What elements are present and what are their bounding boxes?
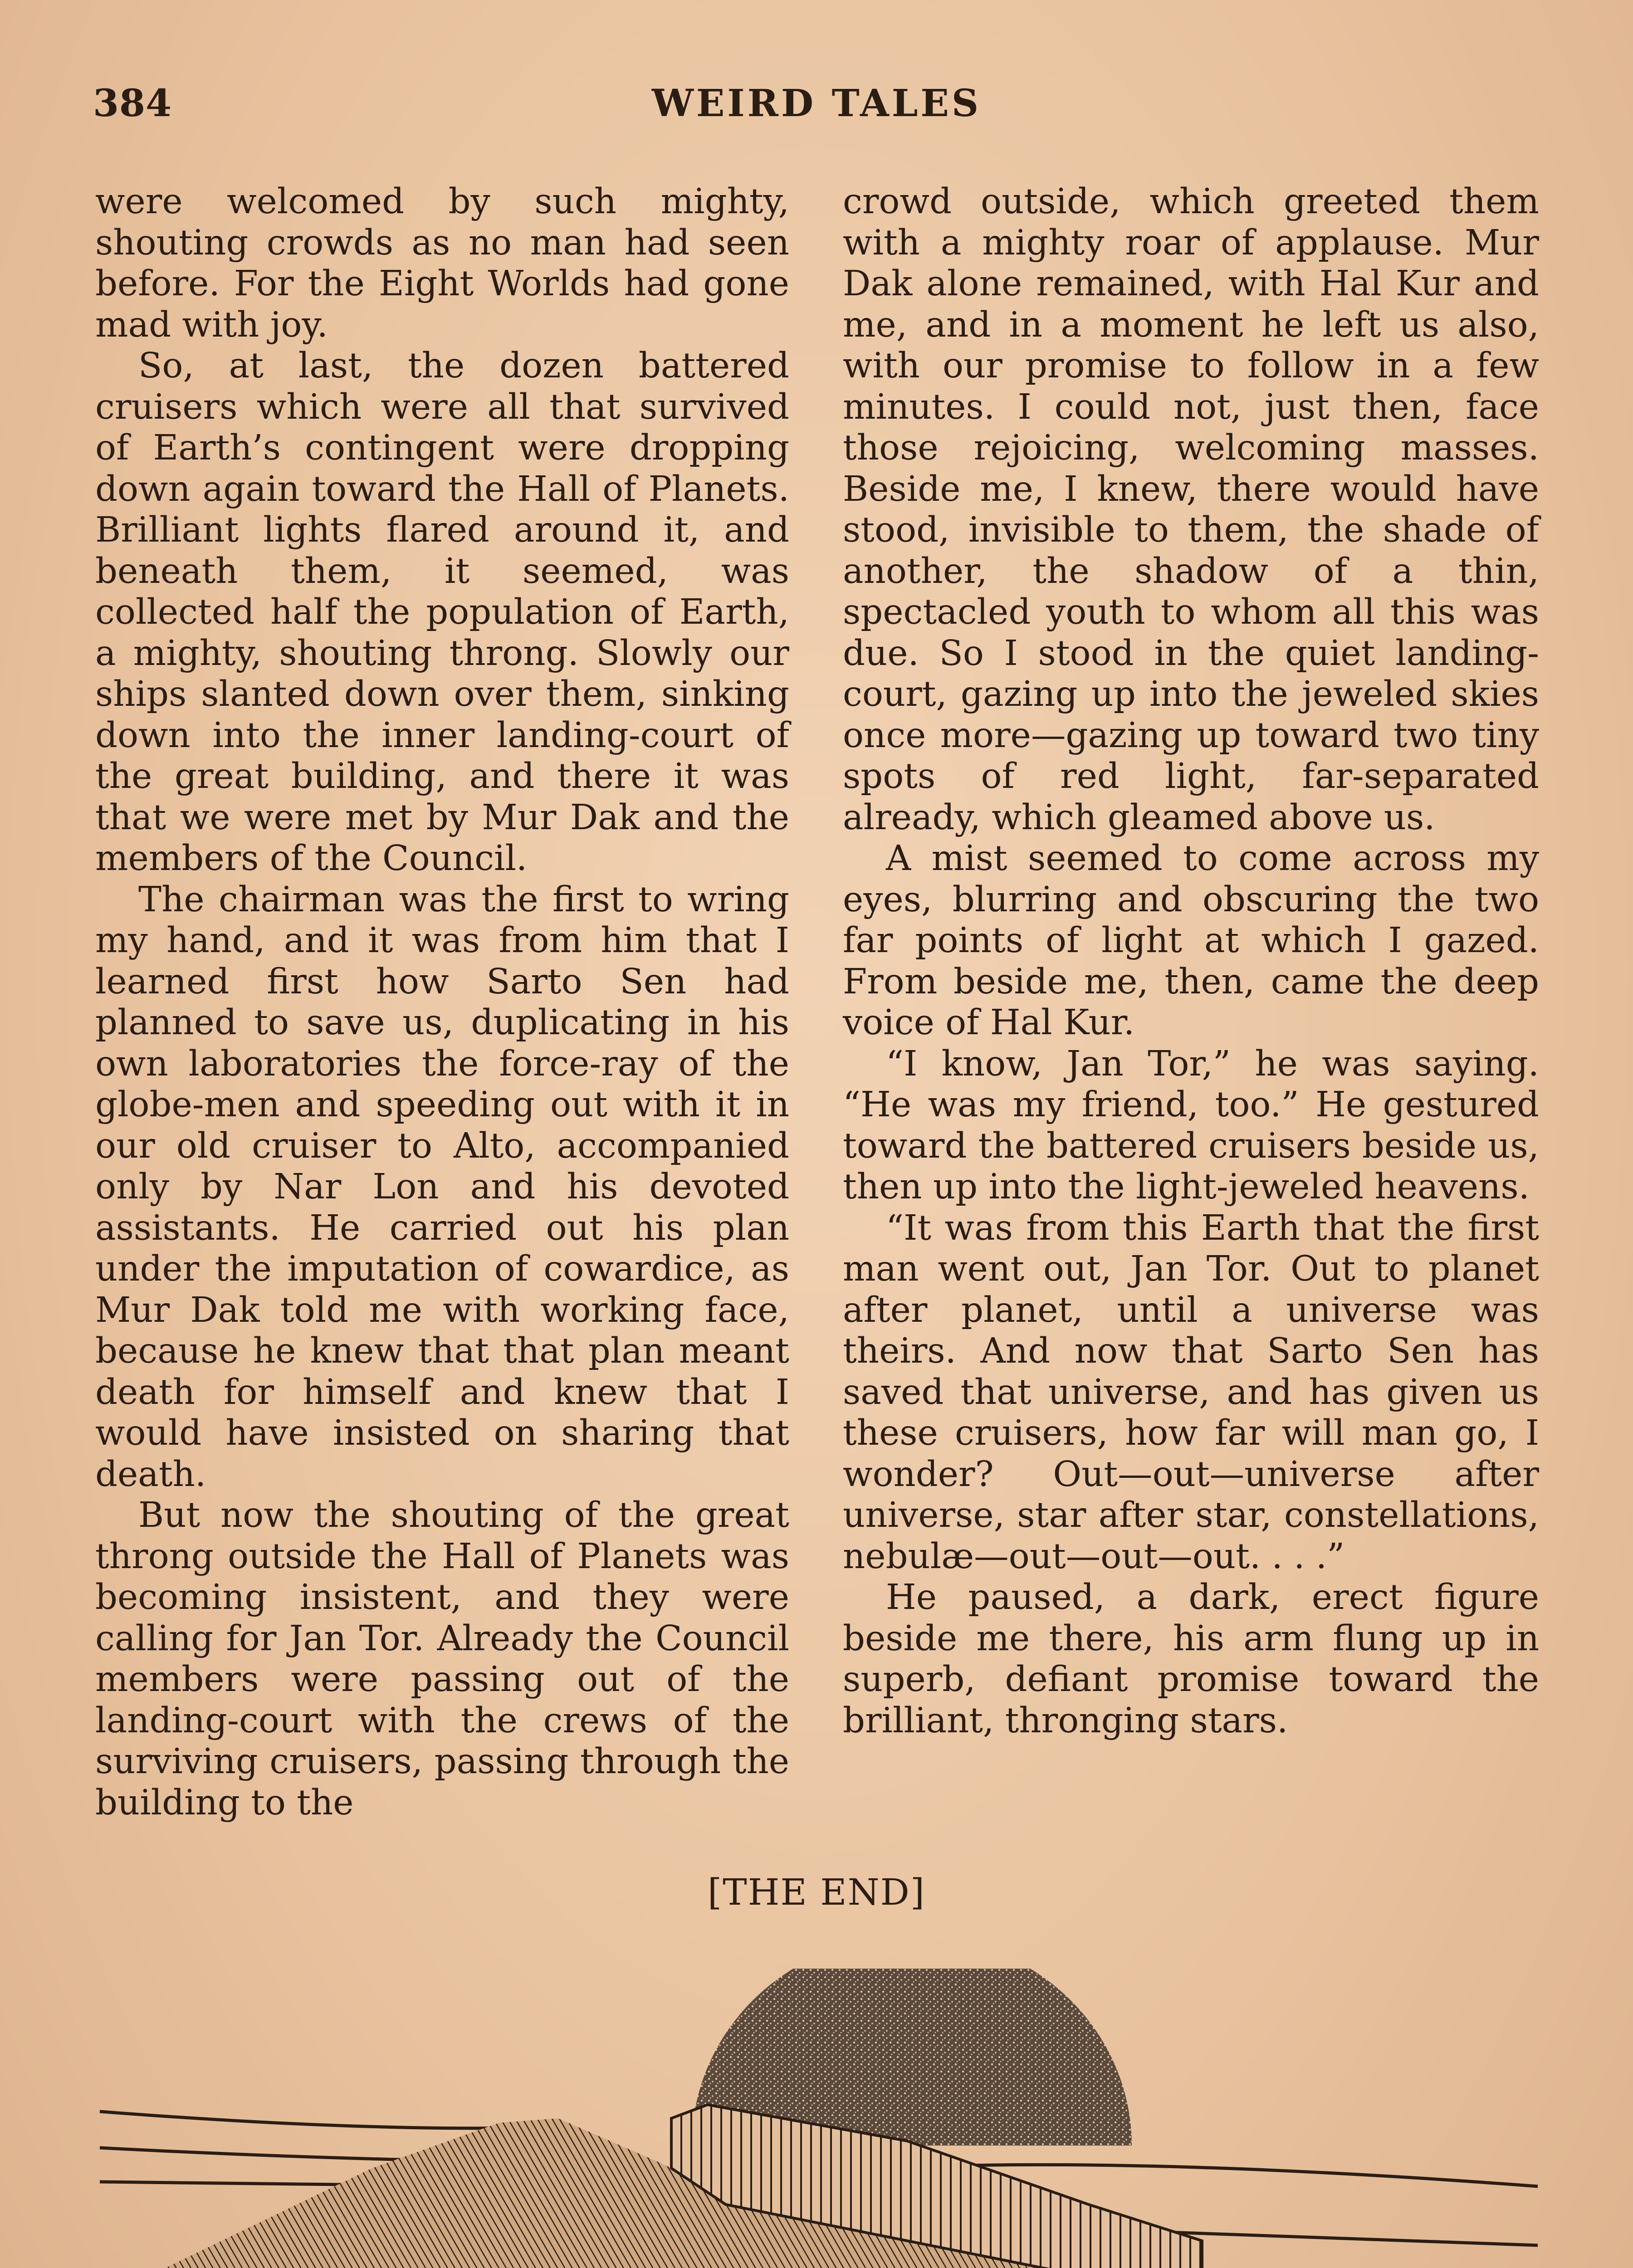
paragraph: He paused, a dark, erect figure beside me there, his arm flung up in superb, defiant promise toward the brilliant, thronging stars. [843, 1577, 1539, 1741]
paragraph: “It was from this Earth that the first man went out, Jan Tor. Out to planet after planet, until a universe was theirs. And now that Sarto Sen has saved that universe, and has given us these cruisers, how far will man go, I wonder? Out—out—universe after universe, star after star, constellations, nebulæ—out—out—out. . . .” [843, 1207, 1539, 1577]
left-column [95, 181, 789, 1823]
paragraph: A mist seemed to come across my eyes, blurring and obscuring the two far points of light at which I gazed. From beside me, then, came the deep voice of Hal Kur. [843, 838, 1539, 1043]
page-number: 384 [93, 82, 172, 125]
paragraph: crowd outside, which greeted them with a mighty roar of applause. Mur Dak alone remained, with Hal Kur and me, and in a moment he left us also, with our promise to follow in a few minutes. I could not, just then, face those rejoicing, welcoming masses. Beside me, I knew, there would have stood, invisible to them, the shade of another, the shadow of a thin, spectacled youth to whom all this was due. So I stood in the quiet landing-court, gazing up into the jeweled skies once more—gazing up toward two tiny spots of red light, far-separated already, which gleamed above us. [843, 181, 1539, 838]
right-column [843, 181, 1539, 1741]
paragraph: The chairman was the first to wring my hand, and it was from him that I learned first how Sarto Sen had planned to save us, duplicating in his own laboratories the force-ray of the globe-men and speeding out with it in our old cruiser to Alto, accompanied only by Nar Lon and his devoted assistants. He carried out his plan under the imputation of cowardice, as Mur Dak told me with working face, because he knew that that plan meant death for himself and knew that I would have insisted on sharing that death. [95, 879, 789, 1495]
running-head: WEIRD TALES [651, 82, 982, 125]
end-mark: [THE END] [708, 1871, 925, 1913]
paragraph: So, at last, the dozen battered cruisers which were all that survived of Earth’s contingent were dropping down again toward the Hall of Planets. Brilliant lights flared around it, and beneath them, it seemed, was collected half the population of Earth, a mighty, shouting throng. Slowly our ships slanted down over them, sinking down into the inner landing-court of the great building, and there it was that we were met by Mur Dak and the members of the Council. [95, 346, 789, 879]
paragraph: were welcomed by such mighty, shouting crowds as no man had seen before. For the Eight Worlds had gone mad with joy. [95, 181, 789, 345]
paragraph: “I know, Jan Tor,” he was saying. “He was my friend, too.” He gestured toward the battered cruisers beside us, then up into the light-jeweled heavens. [843, 1043, 1539, 1207]
tailpiece-illustration [91, 1969, 1542, 2268]
paragraph: But now the shouting of the great throng outside the Hall of Planets was becoming insistent, and they were calling for Jan Tor. Already the Council members were passing out of the landing-court with the crews of the surviving cruisers, passing through the building to the [95, 1495, 789, 1823]
